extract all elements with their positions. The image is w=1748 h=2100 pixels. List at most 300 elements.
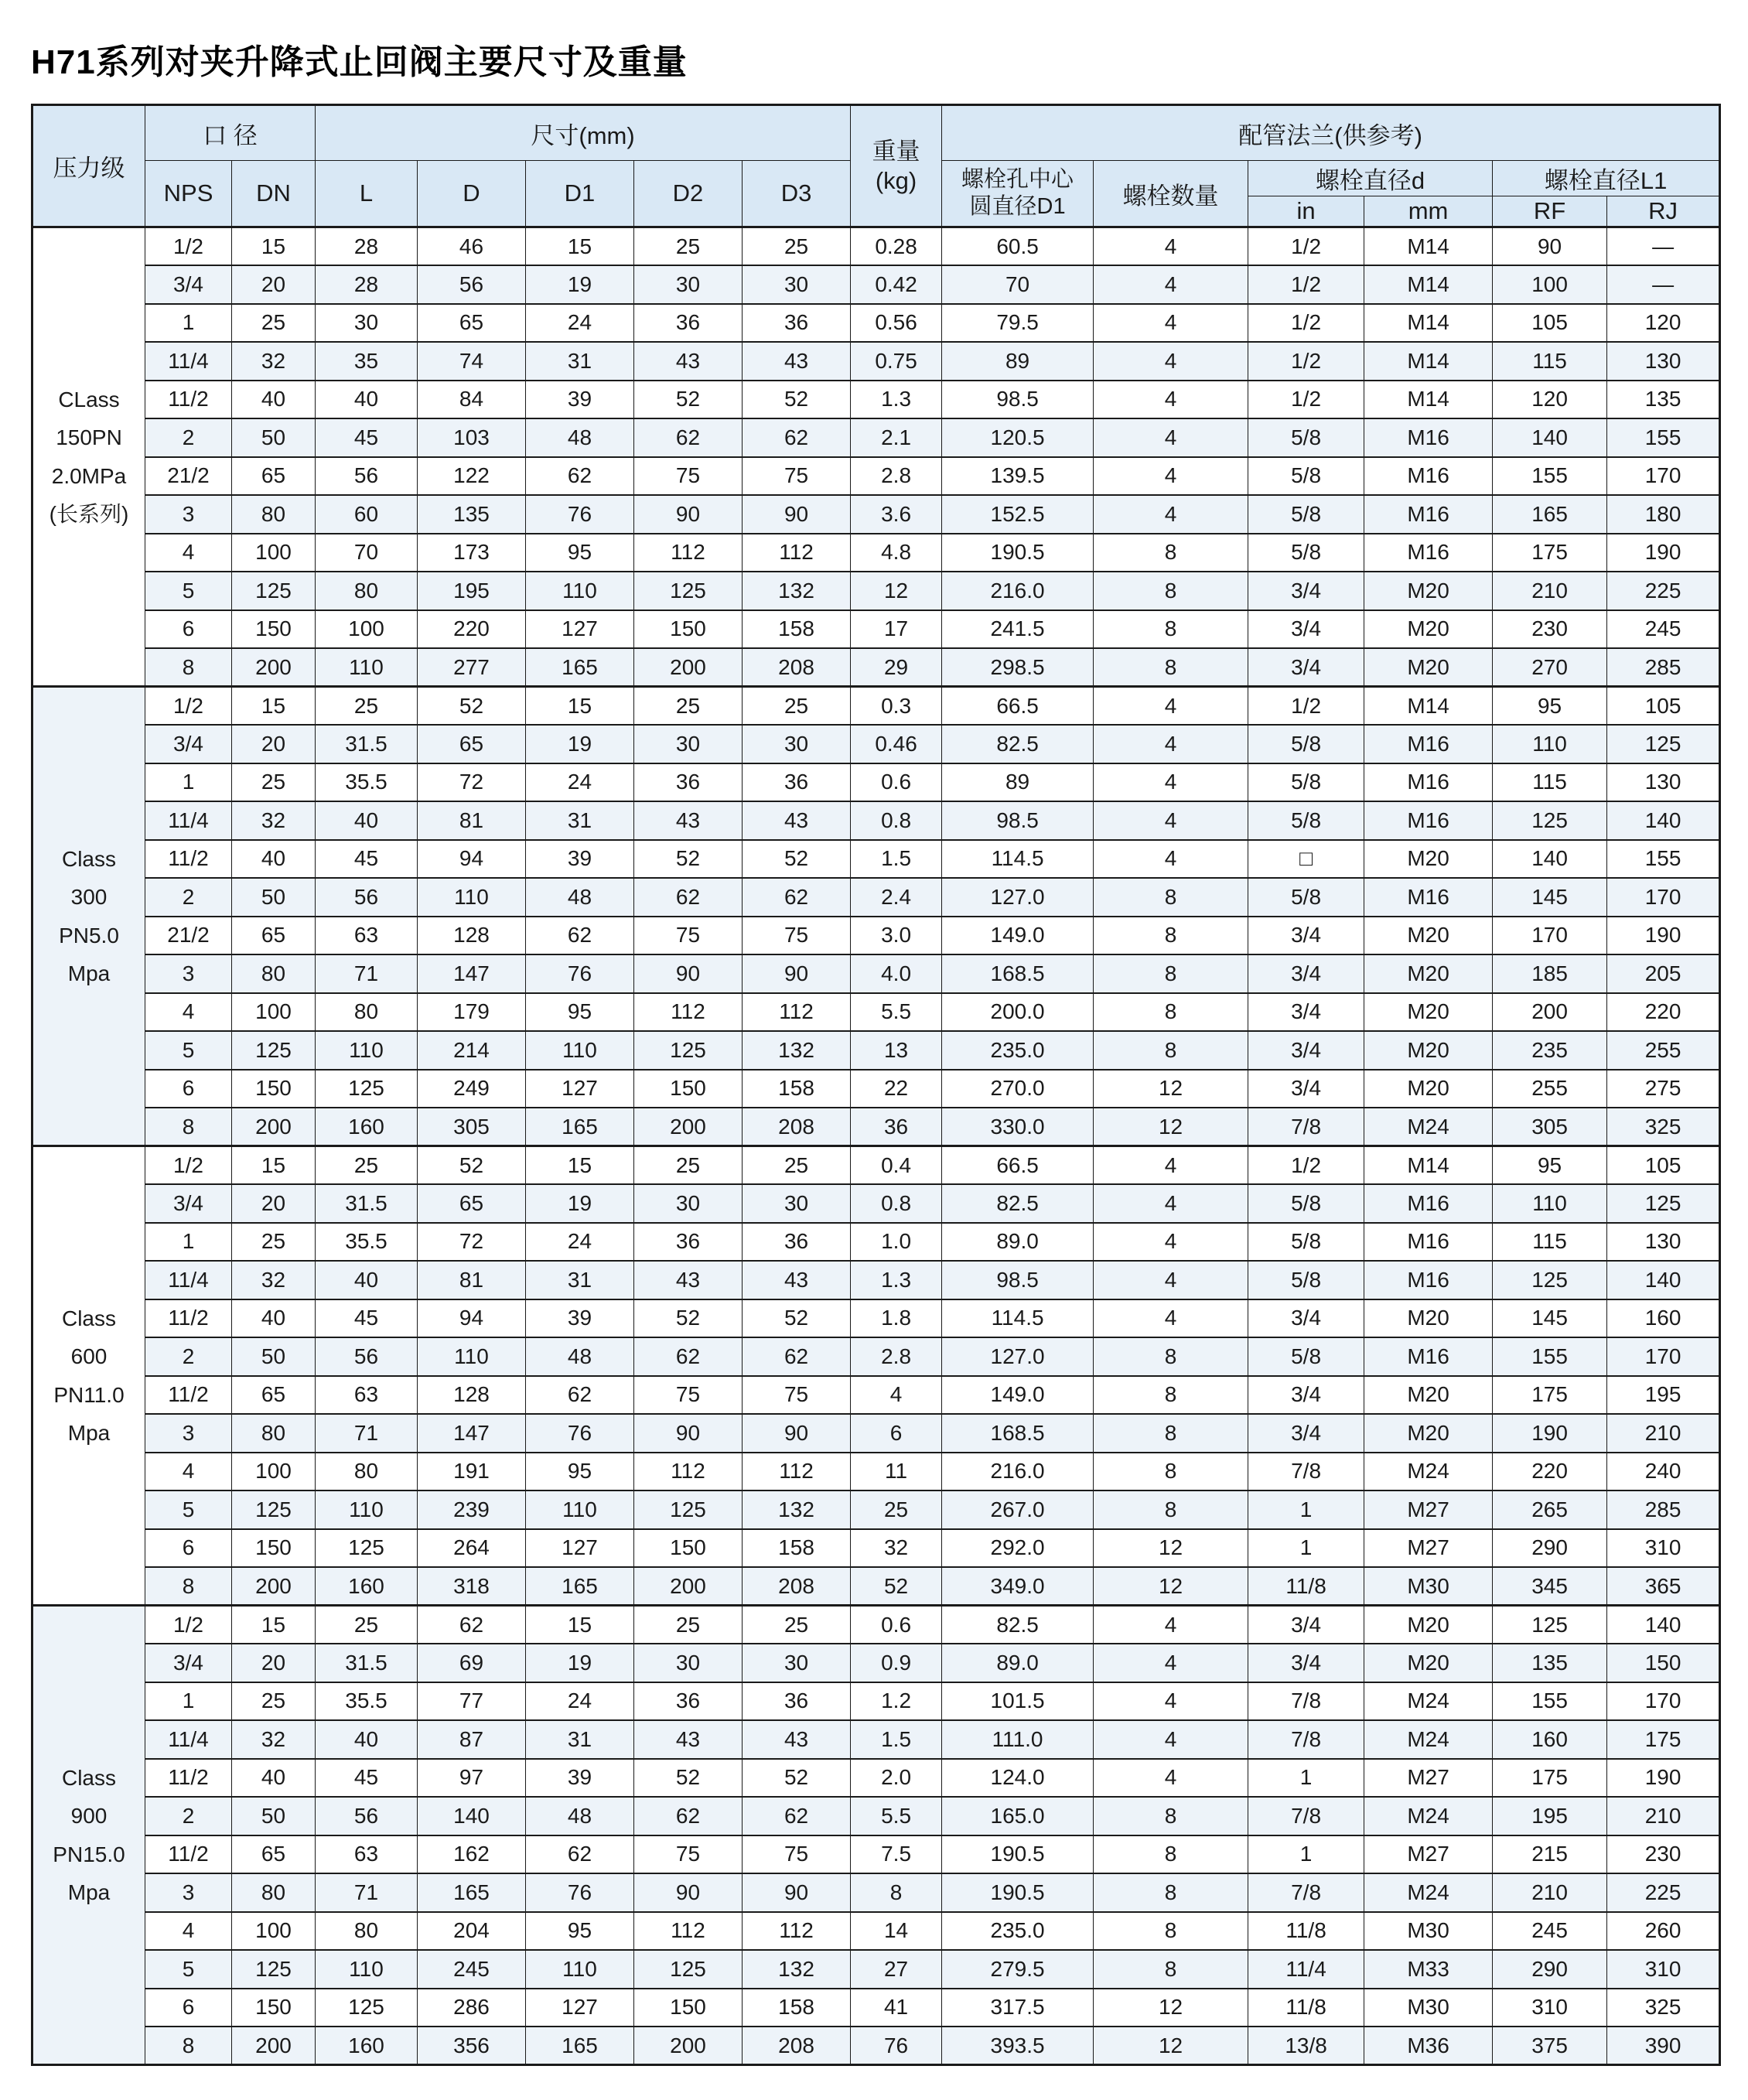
cell: 63: [316, 1376, 418, 1415]
cell: 112: [634, 1453, 743, 1491]
cell: 15: [526, 1146, 634, 1185]
cell: 71: [316, 954, 418, 993]
cell: —: [1607, 227, 1720, 266]
cell: 0.8: [851, 1184, 942, 1223]
cell: 105: [1607, 1146, 1720, 1185]
cell: 100: [316, 610, 418, 649]
cell: M14: [1364, 304, 1493, 343]
table-row: [32, 1912, 1720, 1951]
cell: 32: [232, 1261, 316, 1299]
cell: 210: [1607, 1797, 1720, 1835]
cell: 30: [743, 265, 851, 304]
cell: 94: [418, 840, 526, 879]
cell: 45: [316, 1759, 418, 1798]
cell: 4: [1094, 1644, 1248, 1682]
cell: 71: [316, 1414, 418, 1453]
cell: 89.0: [942, 1223, 1094, 1262]
cell: 5/8: [1248, 495, 1364, 534]
cell: 39: [526, 1759, 634, 1798]
cell: 11/2: [145, 1759, 232, 1798]
table-row: [32, 572, 1720, 610]
cell: 158: [743, 610, 851, 649]
cell: 62: [634, 418, 743, 457]
cell: 1/2: [1248, 1146, 1364, 1185]
pressure-class-label-line: Class: [61, 1765, 116, 1790]
cell: 4: [1094, 418, 1248, 457]
cell: 25: [634, 227, 743, 266]
cell: 80: [232, 1414, 316, 1453]
cell: 62: [634, 878, 743, 917]
cell: 3/4: [1248, 1644, 1364, 1682]
cell: 80: [232, 495, 316, 534]
cell: 52: [743, 381, 851, 419]
cell: 241.5: [942, 610, 1094, 649]
cell: 30: [743, 1644, 851, 1682]
cell: 20: [232, 725, 316, 763]
cell: 1: [145, 304, 232, 343]
cell: M16: [1364, 1184, 1493, 1223]
cell: 36: [634, 1682, 743, 1721]
spec-table: [31, 104, 1721, 2066]
cell: 52: [743, 840, 851, 879]
col-header-pressure-class: 压力级: [32, 105, 145, 227]
cell: 150: [232, 1529, 316, 1568]
cell: 1/2: [145, 1606, 232, 1644]
cell: 270: [1493, 648, 1607, 687]
cell: 1/2: [145, 227, 232, 266]
cell: 0.28: [851, 227, 942, 266]
table-row: [32, 418, 1720, 457]
cell: 110: [526, 1031, 634, 1070]
cell: 27: [851, 1950, 942, 1989]
cell: 8: [1094, 1031, 1248, 1070]
cell: 110: [1493, 725, 1607, 763]
cell: 65: [418, 725, 526, 763]
cell: 8: [1094, 648, 1248, 687]
cell: 125: [232, 572, 316, 610]
cell: 8: [145, 648, 232, 687]
cell: 179: [418, 993, 526, 1032]
cell: 8: [1094, 1376, 1248, 1415]
cell: 4: [145, 1453, 232, 1491]
pressure-class-label-line: PN15.0: [53, 1842, 125, 1866]
cell: 125: [316, 1529, 418, 1568]
cell: 30: [316, 304, 418, 343]
cell: 0.46: [851, 725, 942, 763]
cell: M14: [1364, 687, 1493, 726]
cell: 132: [743, 1031, 851, 1070]
cell: M16: [1364, 801, 1493, 840]
cell: 317.5: [942, 1989, 1094, 2027]
table-row: [32, 687, 1720, 726]
cell: 160: [316, 1567, 418, 1606]
cell: 4: [1094, 840, 1248, 879]
cell: 36: [743, 763, 851, 802]
cell: M16: [1364, 763, 1493, 802]
cell: 36: [743, 1682, 851, 1721]
cell: 4: [1094, 227, 1248, 266]
cell: 31: [526, 342, 634, 381]
cell: 270.0: [942, 1070, 1094, 1108]
cell: 12: [1094, 1989, 1248, 2027]
cell: 25: [316, 1606, 418, 1644]
table-row: [32, 495, 1720, 534]
cell: 3.0: [851, 917, 942, 955]
cell: 25: [743, 1606, 851, 1644]
cell: 31.5: [316, 725, 418, 763]
cell: 43: [743, 801, 851, 840]
cell: 175: [1493, 534, 1607, 572]
cell: 165: [526, 1108, 634, 1146]
cell: 62: [418, 1606, 526, 1644]
cell: 8: [1094, 610, 1248, 649]
cell: 75: [743, 1376, 851, 1415]
cell: 63: [316, 917, 418, 955]
cell: 76: [526, 495, 634, 534]
cell: 1: [145, 1682, 232, 1721]
cell: 158: [743, 1989, 851, 2027]
cell: 80: [316, 572, 418, 610]
cell: 290: [1493, 1529, 1607, 1568]
cell: 24: [526, 763, 634, 802]
cell: 200.0: [942, 993, 1094, 1032]
pressure-class-label-line: Mpa: [67, 961, 111, 985]
cell: 105: [1493, 304, 1607, 343]
cell: 114.5: [942, 1299, 1094, 1338]
cell: 165: [526, 1567, 634, 1606]
table-row: [32, 1835, 1720, 1874]
cell: 110: [526, 1490, 634, 1529]
cell: 195: [418, 572, 526, 610]
cell: 12: [1094, 1567, 1248, 1606]
cell: 220: [1607, 993, 1720, 1032]
cell: 208: [743, 1108, 851, 1146]
cell: 72: [418, 1223, 526, 1262]
cell: 150: [232, 610, 316, 649]
cell: 120: [1493, 381, 1607, 419]
cell: 52: [418, 1146, 526, 1185]
cell: 52: [418, 687, 526, 726]
cell: 112: [634, 534, 743, 572]
cell: 30: [634, 1184, 743, 1223]
cell: 160: [316, 1108, 418, 1146]
cell: 32: [232, 1720, 316, 1759]
cell: 245: [1493, 1912, 1607, 1951]
cell: 56: [316, 1797, 418, 1835]
cell: 56: [418, 265, 526, 304]
col-header-flange: 配管法兰(供参考): [942, 105, 1720, 161]
cell: 155: [1607, 418, 1720, 457]
cell: 290: [1493, 1950, 1607, 1989]
cell: M20: [1364, 1606, 1493, 1644]
cell: 230: [1493, 610, 1607, 649]
cell: 155: [1493, 1337, 1607, 1376]
cell: 286: [418, 1989, 526, 2027]
cell: 112: [634, 1912, 743, 1951]
cell: 25: [743, 1146, 851, 1185]
cell: 190: [1607, 917, 1720, 955]
cell: 165: [526, 648, 634, 687]
cell: 1/2: [1248, 687, 1364, 726]
cell: 98.5: [942, 1261, 1094, 1299]
cell: 165.0: [942, 1797, 1094, 1835]
cell: 149.0: [942, 1376, 1094, 1415]
cell: M20: [1364, 993, 1493, 1032]
cell: 5.5: [851, 993, 942, 1032]
cell: 132: [743, 1490, 851, 1529]
cell: 127.0: [942, 1337, 1094, 1376]
cell: M27: [1364, 1759, 1493, 1798]
cell: 15: [232, 1146, 316, 1185]
cell: 30: [743, 725, 851, 763]
table-row: [32, 1261, 1720, 1299]
cell: 11/2: [145, 840, 232, 879]
cell: 0.75: [851, 342, 942, 381]
table-row: [32, 1720, 1720, 1759]
cell: M24: [1364, 1453, 1493, 1491]
col-header-rf: RF: [1493, 196, 1607, 227]
cell: 279.5: [942, 1950, 1094, 1989]
cell: 6: [851, 1414, 942, 1453]
cell: 39: [526, 381, 634, 419]
cell: 175: [1493, 1759, 1607, 1798]
cell: 2: [145, 1797, 232, 1835]
cell: 1.2: [851, 1682, 942, 1721]
cell: 62: [743, 418, 851, 457]
cell: 214: [418, 1031, 526, 1070]
cell: 94: [418, 1299, 526, 1338]
cell: 62: [526, 457, 634, 496]
cell: 0.42: [851, 265, 942, 304]
cell: 225: [1607, 1873, 1720, 1912]
cell: M20: [1364, 1376, 1493, 1415]
cell: 345: [1493, 1567, 1607, 1606]
cell: 3/4: [1248, 1299, 1364, 1338]
cell: 75: [634, 1376, 743, 1415]
cell: 80: [232, 954, 316, 993]
cell: 62: [743, 1797, 851, 1835]
cell: 147: [418, 954, 526, 993]
cell: 30: [634, 265, 743, 304]
cell: 5/8: [1248, 763, 1364, 802]
table-row: [32, 1606, 1720, 1644]
cell: 48: [526, 418, 634, 457]
col-header-d1: D1: [526, 161, 634, 227]
cell: 45: [316, 418, 418, 457]
cell: 127: [526, 1529, 634, 1568]
cell: 3/4: [1248, 572, 1364, 610]
cell: 2.1: [851, 418, 942, 457]
cell: 110: [316, 1031, 418, 1070]
cell: 76: [526, 1873, 634, 1912]
cell: 5: [145, 572, 232, 610]
cell: 32: [232, 342, 316, 381]
table-row: [32, 1989, 1720, 2027]
table-row: [32, 227, 1720, 266]
cell: 95: [526, 534, 634, 572]
cell: 125: [232, 1950, 316, 1989]
cell: 50: [232, 878, 316, 917]
cell: 15: [232, 1606, 316, 1644]
cell: 2.8: [851, 1337, 942, 1376]
cell: M20: [1364, 954, 1493, 993]
col-header-rj: RJ: [1607, 196, 1720, 227]
cell: —: [1607, 265, 1720, 304]
pressure-class-label-line: Mpa: [67, 1421, 111, 1445]
cell: M27: [1364, 1490, 1493, 1529]
cell: 100: [232, 534, 316, 572]
cell: 191: [418, 1453, 526, 1491]
table-row: [32, 1797, 1720, 1835]
cell: 25: [316, 687, 418, 726]
cell: 135: [1493, 1644, 1607, 1682]
cell: M20: [1364, 1644, 1493, 1682]
cell: 65: [232, 917, 316, 955]
cell: 81: [418, 1261, 526, 1299]
cell: 140: [1493, 418, 1607, 457]
cell: M16: [1364, 1223, 1493, 1262]
pressure-class-label-line: 900: [70, 1804, 108, 1828]
cell: 41: [851, 1989, 942, 2027]
cell: 150: [634, 1989, 743, 2027]
cell: 31.5: [316, 1184, 418, 1223]
cell: 100: [232, 993, 316, 1032]
cell: 43: [743, 1261, 851, 1299]
weight-label-line2: (kg): [875, 166, 917, 194]
cell: 5/8: [1248, 1261, 1364, 1299]
cell: 75: [743, 457, 851, 496]
cell: 1/2: [1248, 265, 1364, 304]
col-header-bolt-dia-d: 螺栓直径d: [1248, 161, 1493, 196]
cell: 160: [1607, 1299, 1720, 1338]
cell: 110: [1493, 1184, 1607, 1223]
cell: 6: [145, 1070, 232, 1108]
cell: 7/8: [1248, 1797, 1364, 1835]
cell: 56: [316, 457, 418, 496]
cell: 200: [634, 1108, 743, 1146]
cell: 4: [1094, 342, 1248, 381]
pressure-class-label-line: (长系列): [49, 502, 129, 526]
cell: 52: [634, 1759, 743, 1798]
cell: 150: [1607, 1644, 1720, 1682]
cell: 43: [634, 1720, 743, 1759]
table-row: [32, 840, 1720, 879]
cell: 4: [1094, 457, 1248, 496]
cell: 4: [1094, 1223, 1248, 1262]
cell: 5/8: [1248, 418, 1364, 457]
cell: 39: [526, 840, 634, 879]
cell: 170: [1607, 1682, 1720, 1721]
cell: 30: [743, 1184, 851, 1223]
cell: 8: [1094, 993, 1248, 1032]
cell: 89.0: [942, 1644, 1094, 1682]
cell: 4: [1094, 725, 1248, 763]
cell: 2: [145, 418, 232, 457]
pressure-class-label-line: 300: [70, 885, 108, 909]
cell: 5/8: [1248, 457, 1364, 496]
cell: 170: [1607, 457, 1720, 496]
cell: 7/8: [1248, 1453, 1364, 1491]
cell: 165: [1493, 495, 1607, 534]
col-header-bolt-qty: 螺栓数量: [1094, 161, 1248, 227]
cell: 24: [526, 304, 634, 343]
cell: 100: [232, 1453, 316, 1491]
cell: 4: [1094, 495, 1248, 534]
cell: 69: [418, 1644, 526, 1682]
cell: 30: [634, 1644, 743, 1682]
cell: 25: [851, 1490, 942, 1529]
cell: 105: [1607, 687, 1720, 726]
cell: 52: [851, 1567, 942, 1606]
table-row: [32, 610, 1720, 649]
cell: 5: [145, 1031, 232, 1070]
table-row: [32, 763, 1720, 802]
table-row: [32, 878, 1720, 917]
cell: 127: [526, 1070, 634, 1108]
table-row: [32, 2027, 1720, 2065]
cell: 235.0: [942, 1912, 1094, 1951]
cell: M20: [1364, 1414, 1493, 1453]
table-row: [32, 1414, 1720, 1453]
cell: 40: [316, 1261, 418, 1299]
cell: 220: [1493, 1453, 1607, 1491]
cell: 43: [743, 1720, 851, 1759]
cell: 90: [634, 1414, 743, 1453]
cell: 98.5: [942, 381, 1094, 419]
cell: 125: [1493, 1606, 1607, 1644]
cell: 40: [316, 801, 418, 840]
cell: 12: [1094, 1108, 1248, 1146]
cell: 1: [1248, 1529, 1364, 1568]
cell: 124.0: [942, 1759, 1094, 1798]
cell: 4: [1094, 1759, 1248, 1798]
cell: 4: [1094, 1184, 1248, 1223]
cell: 132: [743, 1950, 851, 1989]
cell: 160: [316, 2027, 418, 2065]
cell: 150: [232, 1070, 316, 1108]
cell: 3: [145, 495, 232, 534]
cell: 62: [526, 1376, 634, 1415]
cell: 20: [232, 1644, 316, 1682]
cell: 63: [316, 1835, 418, 1874]
cell: 62: [526, 1835, 634, 1874]
cell: 71: [316, 1873, 418, 1912]
table-row: [32, 801, 1720, 840]
cell: 90: [1493, 227, 1607, 266]
table-row: [32, 1146, 1720, 1185]
cell: 8: [1094, 917, 1248, 955]
cell: 255: [1493, 1070, 1607, 1108]
cell: 8: [1094, 1873, 1248, 1912]
pressure-class-label-line: 2.0MPa: [51, 463, 127, 488]
cell: 60.5: [942, 227, 1094, 266]
cell: M16: [1364, 457, 1493, 496]
cell: 43: [634, 801, 743, 840]
cell: 135: [1607, 381, 1720, 419]
pressure-class-label-line: 600: [70, 1344, 108, 1368]
cell: M16: [1364, 534, 1493, 572]
cell: 155: [1493, 457, 1607, 496]
cell: 200: [634, 1567, 743, 1606]
cell: 25: [232, 1682, 316, 1721]
cell: 264: [418, 1529, 526, 1568]
cell: 95: [526, 993, 634, 1032]
cell: 122: [418, 457, 526, 496]
cell: 255: [1607, 1031, 1720, 1070]
cell: 3/4: [1248, 1606, 1364, 1644]
cell: M24: [1364, 1873, 1493, 1912]
cell: 140: [1493, 840, 1607, 879]
